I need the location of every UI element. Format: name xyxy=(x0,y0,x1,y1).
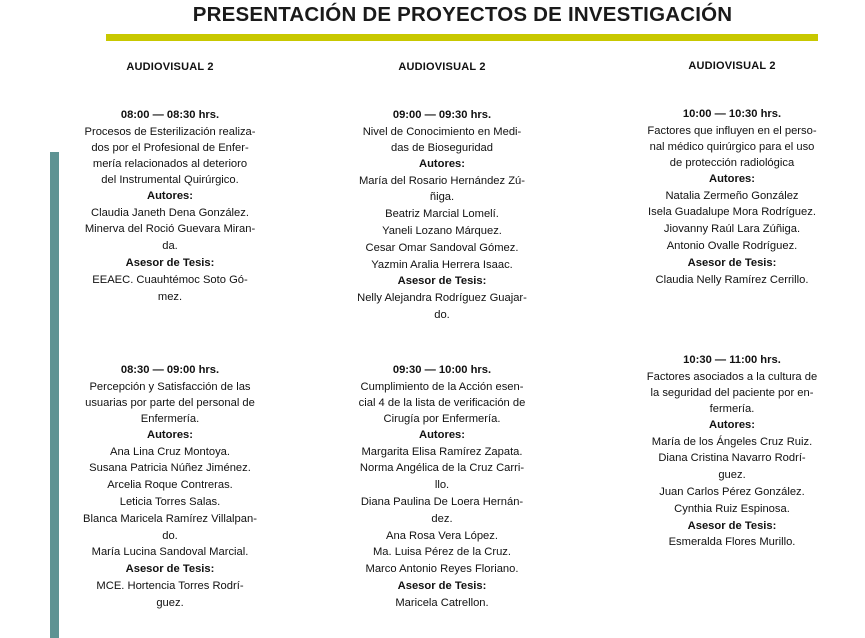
session-topic-line: del Instrumental Quirúrgico. xyxy=(101,173,239,186)
session-topic-line: Factores que influyen en el perso- xyxy=(647,124,817,137)
advisor-label: Asesor de Tesis: xyxy=(687,519,777,532)
author-line: Cesar Omar Sandoval Gómez. xyxy=(365,241,519,254)
advisor-line: guez. xyxy=(156,596,184,609)
session-topic-line: de protección radiológica xyxy=(669,156,795,169)
author-line: Diana Paulina De Loera Hernán- xyxy=(360,495,524,508)
author-line: Margarita Elisa Ramírez Zapata. xyxy=(361,445,523,458)
author-line: Antonio Ovalle Rodríguez. xyxy=(666,239,798,252)
column-header: AUDIOVISUAL 2 xyxy=(126,61,214,73)
advisor-line: mez. xyxy=(157,290,183,303)
session-topic-line: Factores asociados a la cultura de xyxy=(646,370,818,383)
author-line: María de los Ángeles Cruz Ruiz. xyxy=(651,435,813,448)
author-line: Isela Guadalupe Mora Rodríguez. xyxy=(648,206,816,219)
session-time: 09:30 — 10:00 hrs. xyxy=(392,364,492,376)
session-topic-line: usuarias por parte del personal de xyxy=(85,396,255,409)
author-line: llo. xyxy=(434,479,450,492)
advisor-label: Asesor de Tesis: xyxy=(397,579,487,592)
author-line: Arcelia Roque Contreras. xyxy=(107,479,233,492)
side-accent-bar xyxy=(50,152,59,638)
author-line: Yaneli Lozano Márquez. xyxy=(382,224,502,237)
author-line: Leticia Torres Salas. xyxy=(119,495,221,508)
session-block xyxy=(632,352,832,551)
session-topic-line: cial 4 de la lista de verificación de xyxy=(358,396,526,409)
session-topic-line: nal médico quirúrgico para el uso xyxy=(649,140,815,153)
advisor-label: Asesor de Tesis: xyxy=(125,256,215,269)
author-line: Minerva del Roció Guevara Miran- xyxy=(84,223,256,236)
author-line: Natalia Zermeño González xyxy=(665,189,799,202)
author-line: Yazmin Aralia Herrera Isaac. xyxy=(371,258,513,271)
session-block xyxy=(632,106,832,288)
author-line: María Lucina Sandoval Marcial. xyxy=(91,546,249,559)
authors-label: Autores: xyxy=(709,418,755,431)
session-topic-line: la seguridad del paciente por en- xyxy=(650,386,814,399)
author-line: Claudia Janeth Dena González. xyxy=(91,206,249,219)
author-line: Marco Antonio Reyes Floriano. xyxy=(365,563,519,576)
session-topic-line: Enfermería. xyxy=(140,412,200,425)
author-line: Susana Patricia Núñez Jiménez. xyxy=(89,462,251,475)
title-underline xyxy=(106,34,818,41)
author-line: guez. xyxy=(718,469,746,482)
authors-label: Autores: xyxy=(709,172,755,185)
session-time: 08:30 — 09:00 hrs. xyxy=(120,364,220,376)
column-header: AUDIOVISUAL 2 xyxy=(398,61,486,73)
session-topic-line: mería relacionados al deterioro xyxy=(92,157,248,170)
author-line: do. xyxy=(162,529,178,542)
session-time: 09:00 — 09:30 hrs. xyxy=(392,109,492,121)
author-line: Juan Carlos Pérez González. xyxy=(659,485,805,498)
advisor-label: Asesor de Tesis: xyxy=(687,256,777,269)
session-topic-line: Procesos de Esterilización realiza- xyxy=(84,125,256,138)
author-line: ñiga. xyxy=(429,191,455,204)
advisor-line: Claudia Nelly Ramírez Cerrillo. xyxy=(655,273,809,286)
advisor-line: Nelly Alejandra Rodríguez Guajar- xyxy=(357,292,527,305)
advisor-line: MCE. Hortencia Torres Rodrí- xyxy=(96,579,244,592)
author-line: Ma. Luisa Pérez de la Cruz. xyxy=(372,546,512,559)
session-block xyxy=(70,362,270,612)
session-block xyxy=(342,362,542,612)
session-block xyxy=(70,107,270,305)
session-topic-line: dos por el Profesional de Enfer- xyxy=(91,141,249,154)
authors-label: Autores: xyxy=(419,428,465,441)
session-topic-line: Nivel de Conocimiento en Medi- xyxy=(362,125,522,138)
advisor-line: Maricela Catrellon. xyxy=(395,596,489,609)
author-line: Blanca Maricela Ramírez Villalpan- xyxy=(83,512,257,525)
author-line: Ana Rosa Vera López. xyxy=(386,529,498,542)
session-topic-line: Cirugía por Enfermería. xyxy=(383,412,501,425)
session-block xyxy=(342,107,542,324)
session-time: 10:00 — 10:30 hrs. xyxy=(682,108,782,120)
author-line: Norma Angélica de la Cruz Carri- xyxy=(359,462,525,475)
advisor-line: EEAEC. Cuauhtémoc Soto Gó- xyxy=(92,273,248,286)
authors-label: Autores: xyxy=(419,157,465,170)
author-line: María del Rosario Hernández Zú- xyxy=(358,174,526,187)
session-topic-line: fermería. xyxy=(709,402,755,415)
advisor-label: Asesor de Tesis: xyxy=(397,275,487,288)
author-line: Ana Lina Cruz Montoya. xyxy=(109,445,231,458)
author-line: dez. xyxy=(431,512,453,525)
advisor-label: Asesor de Tesis: xyxy=(125,563,215,576)
author-line: Diana Cristina Navarro Rodrí- xyxy=(658,452,806,465)
authors-label: Autores: xyxy=(147,189,193,202)
page-title: PRESENTACIÓN DE PROYECTOS DE INVESTIGACIÓN xyxy=(192,3,733,26)
column-header: AUDIOVISUAL 2 xyxy=(688,60,776,72)
advisor-line: Esmeralda Flores Murillo. xyxy=(668,536,796,549)
session-topic-line: Percepción y Satisfacción de las xyxy=(89,380,251,393)
session-topic-line: das de Bioseguridad xyxy=(390,141,493,154)
author-line: Jiovanny Raúl Lara Zúñiga. xyxy=(663,223,801,236)
author-line: da. xyxy=(162,240,178,253)
authors-label: Autores: xyxy=(147,428,193,441)
session-time: 08:00 — 08:30 hrs. xyxy=(120,109,220,121)
session-topic-line: Cumplimiento de la Acción esen- xyxy=(360,380,524,393)
session-time: 10:30 — 11:00 hrs. xyxy=(683,354,781,366)
author-line: Cynthia Ruiz Espinosa. xyxy=(674,502,790,515)
author-line: Beatriz Marcial Lomelí. xyxy=(385,208,499,221)
advisor-line: do. xyxy=(434,308,450,321)
